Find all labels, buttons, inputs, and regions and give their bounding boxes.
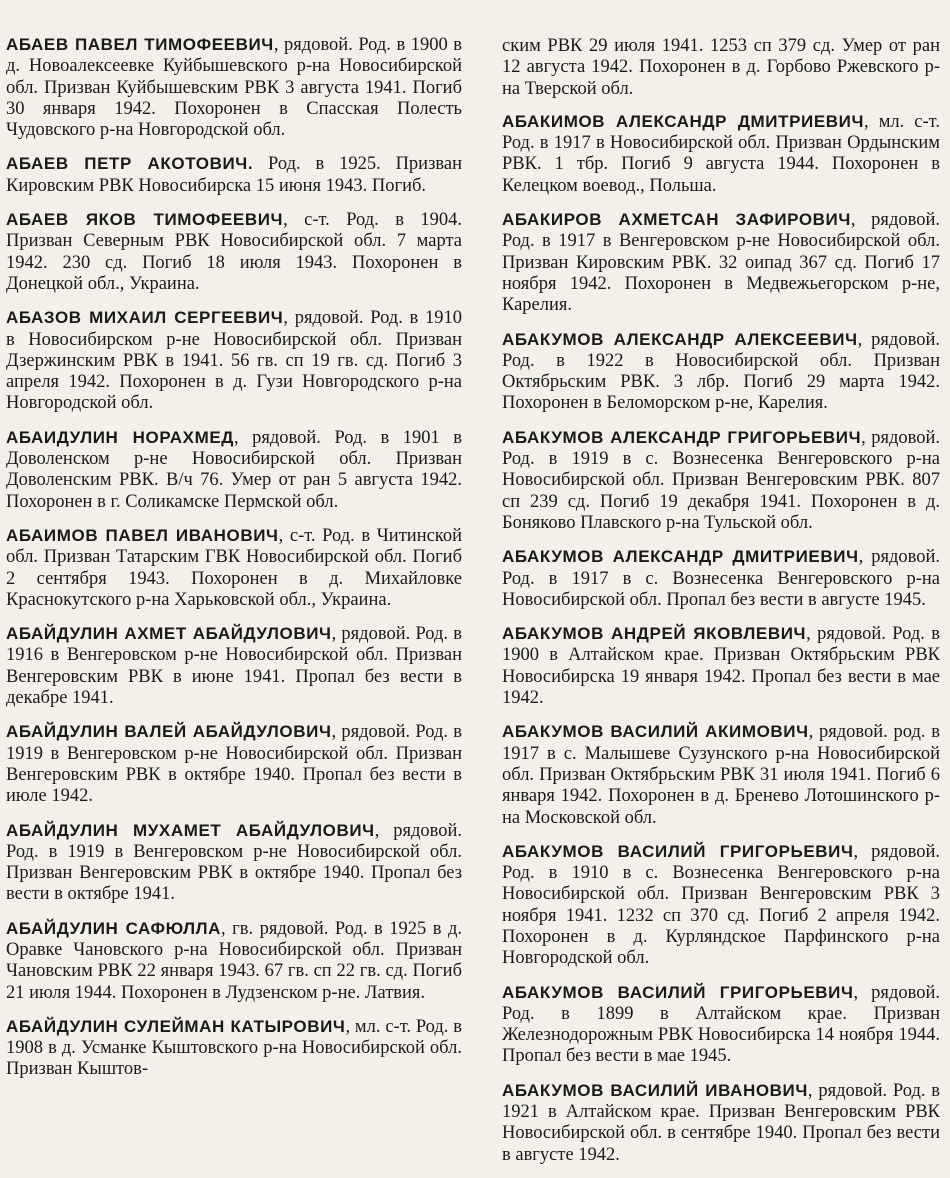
entry <box>502 427 940 534</box>
entry-name: АБАЕВ ЯКОВ ТИМОФЕЕВИЧ <box>6 210 284 230</box>
right-column <box>502 36 940 1178</box>
entry <box>6 918 462 1004</box>
entry-text: , рядовой. род. в 1917 в с. Малышеве Сузунского р-на Новосибирской обл. Призван Октябрьским РВК 31 июля 1941. Погиб 6 января 1942. Похоронен в д. Бренево Лотошинского р-на Московской обл. <box>502 722 941 828</box>
entry <box>6 153 462 197</box>
entry <box>502 329 940 415</box>
entry <box>6 307 462 414</box>
entry <box>6 209 462 295</box>
entry-name: АБАЗОВ МИХАИЛ СЕРГЕЕВИЧ <box>6 308 284 328</box>
entry <box>502 1080 940 1166</box>
entry-text: , гв. рядовой. Род. в 1925 в д. Оравке Чановского р-на Новосибирской обл. Призван Чановским РВК 22 января 1943. 67 гв. сп 22 гв. сд. Погиб 21 июля 1944. Похоронен в Лудзенском р-не. Латвия. <box>6 918 462 1003</box>
entry-name: АБАКИМОВ АЛЕКСАНДР ДМИТРИЕВИЧ <box>502 111 865 131</box>
entry <box>502 111 940 197</box>
entry-name: АБАКУМОВ ВАСИЛИЙ ИВАНОВИЧ <box>502 1080 808 1100</box>
left-column <box>6 34 462 1093</box>
entry <box>502 982 940 1068</box>
entry-text: , рядовой. Род. в 1917 в Венгеровском р-не Новосибирской обл. Призван Кировским РВК. 32 оипад 367 сд. Погиб 17 ноября 1942. Похоронен в Медвежьегорском р-не, Карелия. <box>502 210 940 316</box>
entry <box>502 841 940 970</box>
entry <box>6 34 462 141</box>
entry-name: АБАЙДУЛИН ВАЛЕЙ АБАЙДУЛОВИЧ <box>6 722 332 742</box>
entry-text: , рядовой. Род. в 1919 в Венгеровском р-не Новосибирской обл. Призван Венгеровским РВК в октябре 1940. Пропал без вести в октябре 1941. <box>6 820 462 905</box>
entry-text: , рядовой. Род. в 1919 в с. Вознесенка Венгеровского р-на Новосибирской обл. Призван Венгеровским РВК. 807 сп 239 сд. Погиб 19 декабря 1941. Похоронен в д. Боняково Плавского р-на Тульской обл. <box>502 427 940 533</box>
entry-text: , рядовой. Род. в 1910 в Новосибирском р-не Новосибирской обл. Призван Дзержинским РВК в 1941. 56 гв. сп 19 гв. сд. Погиб 3 апреля 1942. Похоронен в д. Гузи Новгородского р-на Новгородской обл. <box>6 308 463 414</box>
entry-name: АБАИДУЛИН НОРАХМЕД <box>6 427 234 447</box>
entry-text: , рядовой. Род. в 1910 в с. Вознесенка Венгеровского р-на Новосибирской обл. Призван Венгеровским РВК 3 ноября 1941. 1232 сп 370 сд. Погиб 2 апреля 1942. Похоронен в д. Курляндское Парфинского р-на Новгородской обл. <box>502 841 940 969</box>
entry <box>502 721 940 828</box>
entry-text: , рядовой. Род. в 1900 в д. Новоалексеевке Куйбышевского р-на Новосибирской обл. Призван Куйбышевским РВК 3 августа 1941. Погиб 30 января 1942. Похоронен в Спасская Полесть Чудовского р-на Новгородской обл. <box>6 35 462 141</box>
entry-text: , с-т. Род. в Читинской обл. Призван Татарским ГВК Новосибирской обл. Погиб 2 сентября 1943. Похоронен в д. Михайловке Краснокутского р-на Харьковской обл., Украина. <box>6 525 462 610</box>
entry-name: АБАЙДУЛИН АХМЕТ АБАЙДУЛОВИЧ <box>6 624 332 644</box>
entry-text: , рядовой. Род. в 1901 в Доволенском р-не Новосибирской обл. Призван Доволенским РВК. В/ч 76. Умер от ран 5 августа 1942. Похоронен в г. Соликамске Пермской обл. <box>6 427 463 512</box>
entry-name: АБАЕВ ПАВЕЛ ТИМОФЕЕВИЧ <box>6 35 274 54</box>
entry-name: АБАКУМОВ ВАСИЛИЙ ГРИГОРЬЕВИЧ <box>502 982 854 1002</box>
entry <box>6 623 462 709</box>
entry-text: Род. в 1925. Призван Кировским РВК Новосибирска 15 июня 1943. Погиб. <box>6 154 462 196</box>
entry-name: АБАЙДУЛИН СУЛЕЙМАН КАТЫРОВИЧ <box>6 1016 346 1036</box>
entry-name: АБАКУМОВ АЛЕКСАНДР ГРИГОРЬЕВИЧ <box>502 427 862 447</box>
entry <box>502 209 940 316</box>
entry-name: АБАКУМОВ ВАСИЛИЙ АКИМОВИЧ <box>502 722 809 742</box>
entry <box>6 525 462 611</box>
entry-text: , мл. с-т. Род. в 1917 в Новосибирской обл. Призван Ордынским РВК. 1 тбр. Погиб 9 августа 1944. Похоронен в Келецком воевод., Польша. <box>502 111 940 196</box>
entry-name: АБАИМОВ ПАВЕЛ ИВАНОВИЧ <box>6 525 279 545</box>
entry <box>502 546 940 611</box>
entry-text: , рядовой. Род. в 1917 в с. Вознесенка Венгеровского р-на Новосибирской обл. Пропал без вести в августе 1945. <box>502 547 940 610</box>
entry-text: , с-т. Род. в 1904. Призван Северным РВК Новосибирской обл. 7 марта 1942. 230 сд. Погиб 18 июля 1943. Похоронен в Донецкой обл., Украина. <box>6 210 462 294</box>
entry-text: , рядовой. Род. в 1900 в Алтайском крае. Призван Октябрьским РВК Новосибирска 19 января 1942. Пропал без вести в мае 1942. <box>502 624 940 709</box>
entry-text: , рядовой. Род. в 1919 в Венгеровском р-не Новосибирской обл. Призван Венгеровским РВК в октябре 1940. Пропал без вести в июле 1942. <box>6 722 462 807</box>
entry-name: АБАКУМОВ АНДРЕЙ ЯКОВЛЕВИЧ <box>502 624 807 644</box>
entry-name: АБАЕВ ПЕТР АКОТОВИЧ. <box>6 154 254 174</box>
entry-text: , мл. с-т. Род. в 1908 в д. Усманке Кыштовского р-на Новосибирской обл. Призван Кыштов- <box>6 1016 462 1080</box>
entry <box>502 623 940 709</box>
entry-text: , рядовой. Род. в 1899 в Алтайском крае. Призван Железнодорожным РВК Новосибирска 14 ноября 1944. Пропал без вести в мае 1945. <box>502 982 940 1067</box>
entry-name: АБАКУМОВ АЛЕКСАНДР ДМИТРИЕВИЧ <box>502 547 859 567</box>
entry <box>6 820 462 906</box>
entry <box>6 721 462 807</box>
entry-name: АБАЙДУЛИН МУХАМЕТ АБАЙДУЛОВИЧ <box>6 820 375 840</box>
entry-name: АБАКУМОВ ВАСИЛИЙ ГРИГОРЬЕВИЧ <box>502 841 854 861</box>
entry <box>6 1016 462 1081</box>
entry-continuation: ским РВК 29 июля 1941. 1253 сп 379 сд. Умер от ран 12 августа 1942. Похоронен в д. Горбово Ржевского р-на Тверской обл. <box>502 36 940 99</box>
entry-name: АБАКУМОВ АЛЕКСАНДР АЛЕКСЕЕВИЧ <box>502 329 858 349</box>
entry-text: , рядовой. Род. в 1922 в Новосибирской обл. Призван Октябрьским РВК. 3 лбр. Погиб 29 марта 1942. Похоронен в Беломорском р-не, Карелия. <box>502 329 940 414</box>
entry-text: , рядовой. Род. в 1921 в Алтайском крае. Призван Венгеровским РВК Новосибирской обл. в сентябре 1940. Пропал без вести в августе 1942. <box>502 1080 940 1165</box>
entry-name: АБАКИРОВ АХМЕТСАН ЗАФИРОВИЧ <box>502 210 851 230</box>
entry <box>6 427 462 513</box>
entry-name: АБАЙДУЛИН САФЮЛЛА <box>6 918 222 938</box>
entry-text: , рядовой. Род. в 1916 в Венгеровском р-не Новосибирской обл. Призван Венгеровским РВК в июне 1941. Пропал без вести в декабре 1941. <box>6 624 463 709</box>
